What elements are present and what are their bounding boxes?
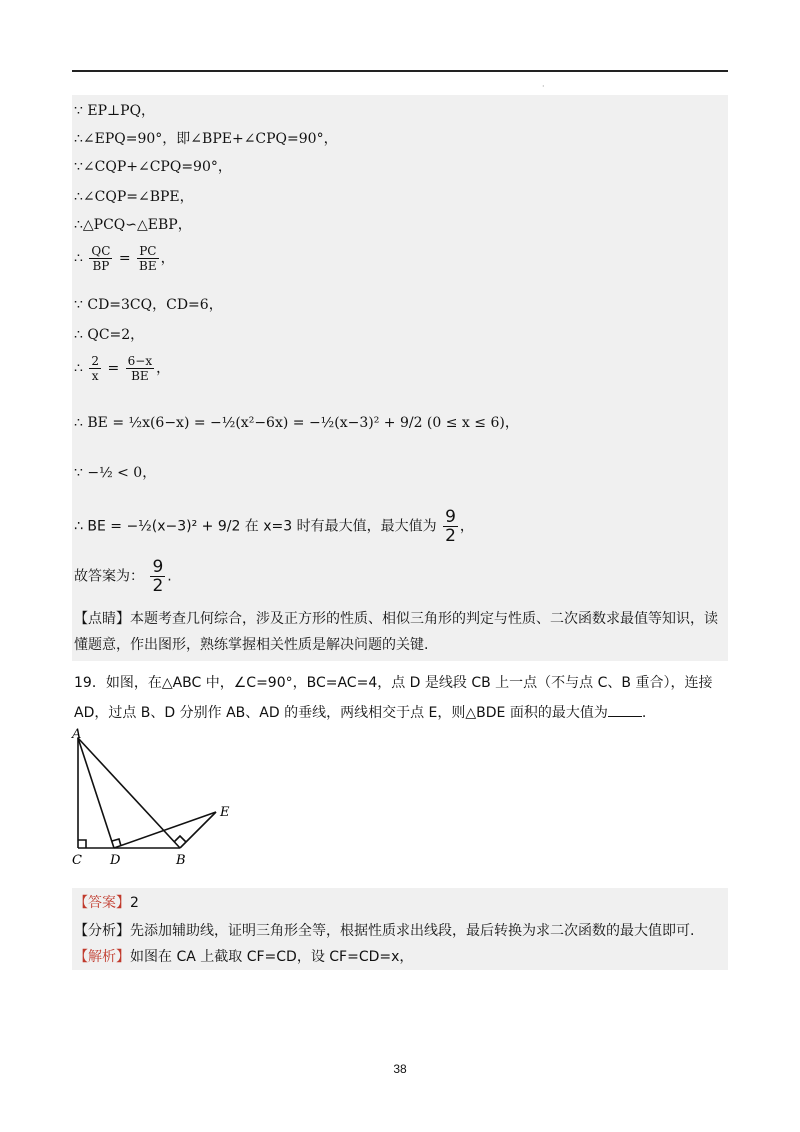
header-rule [72, 70, 728, 72]
segment-ad [78, 738, 114, 848]
line-6: ∴ $\frac{QC}{BP}$ = $\frac{PC}{BE}$ ， [74, 244, 175, 273]
line-9: ∴ $\frac{2}{x}$ = $\frac{6-x}{BE}$ ， [74, 354, 171, 383]
comment-paragraph [74, 606, 726, 658]
line-5: ∴△PCQ∽△EBP， [74, 217, 192, 233]
numerator: 9 [152, 557, 164, 577]
fraction-pc-be [137, 244, 159, 273]
denominator: 2 [445, 526, 456, 546]
solution-line [74, 944, 726, 970]
numerator: QC [91, 244, 111, 258]
therefore-sign: ∴ [74, 250, 83, 267]
right-angle-b [174, 836, 186, 842]
line-12: ∴ BE = −½(x−3)² + 9/2 在 x=3 时有最大值，最大值为 $\frac{9}{2}$ ， [74, 507, 474, 546]
answer-blank [608, 716, 642, 717]
answer-line [74, 890, 726, 916]
fraction-6x-be [126, 354, 154, 383]
segment-ab [78, 738, 180, 848]
label-c: C [72, 853, 82, 868]
analysis-text: 先添加辅助线，证明三角形全等，根据性质求出线段，最后转换为求二次函数的最大值即可. [130, 923, 695, 939]
line-7: ∵ CD=3CQ，CD=6， [74, 297, 223, 313]
line-13: 故答案为： $\frac{9}{2}$ . [74, 557, 172, 596]
numerator: PC [137, 244, 159, 259]
analysis-line [74, 918, 726, 944]
fraction-2-x [89, 354, 101, 383]
line-11: ∵ −½ < 0， [74, 465, 157, 481]
solution-text: 如图在 CA 上截取 CF=CD，设 CF=CD=x， [130, 949, 414, 965]
label-b: B [176, 853, 186, 868]
label-d: D [110, 853, 121, 868]
denominator: BP [92, 259, 110, 273]
denominator: BE [131, 369, 149, 383]
numerator: 2 [91, 354, 100, 368]
max-value-statement: ∴ BE = −½(x−3)² + 9/2 在 x=3 时有最大值，最大值为 [74, 518, 437, 535]
answer-value: 2 [130, 895, 139, 911]
denominator: x [91, 369, 99, 383]
analysis-tag: 【分析】 [74, 923, 130, 939]
answer-tag: 【答案】 [74, 895, 130, 911]
answer-label: 故答案为： [74, 568, 144, 585]
numerator: 9 [445, 507, 456, 527]
fraction-qc-bp [89, 244, 112, 273]
line-3: ∵∠CQP+∠CPQ=90°， [74, 159, 232, 175]
label-e: E [220, 805, 230, 820]
line-10: ∴ BE = ½x(6−x) = −½(x²−6x) = −½(x−3)² + 9/2 (0 ≤ x ≤ 6)， [74, 415, 519, 431]
page-number: 38 [393, 1062, 407, 1076]
therefore-sign: ∴ [74, 360, 83, 377]
fraction-nine-halves [443, 508, 458, 545]
fraction-answer [150, 558, 165, 595]
numerator: 6−x [127, 354, 153, 368]
line-1: ∵ EP⊥PQ， [74, 103, 156, 119]
solution-tag: 【解析】 [74, 949, 130, 965]
segment-de [114, 812, 216, 848]
line-8: ∴ QC=2， [74, 327, 145, 343]
label-a: A [72, 727, 82, 742]
line-4: ∴∠CQP=∠BPE， [74, 189, 194, 205]
denominator: BE [139, 259, 157, 273]
question-text: 19．如图，在△ABC 中，∠C=90°，BC=AC=4，点 D 是线段 CB 上一点（不与点 C、B 重合），连接 AD，过点 B、D 分别作 AB、AD 的垂线，两线相交于点 E，则△BDE 面积的最大值为 [74, 675, 713, 721]
question-end: . [641, 705, 647, 721]
comment-tag: 【点睛】 [74, 611, 130, 627]
right-angle-c [78, 840, 86, 848]
header-dot: · [542, 82, 545, 91]
triangle-figure [64, 724, 254, 870]
comment-text: 本题考查几何综合，涉及正方形的性质、相似三角形的判定与性质、二次函数求最值等知识，读懂题意，作出图形，熟练掌握相关性质是解决问题的关键. [74, 611, 718, 653]
segment-be [180, 812, 216, 848]
line-2: ∴∠EPQ=90°，即∠BPE+∠CPQ=90°， [74, 131, 338, 147]
question-paragraph [74, 668, 726, 728]
denominator: 2 [152, 576, 164, 596]
